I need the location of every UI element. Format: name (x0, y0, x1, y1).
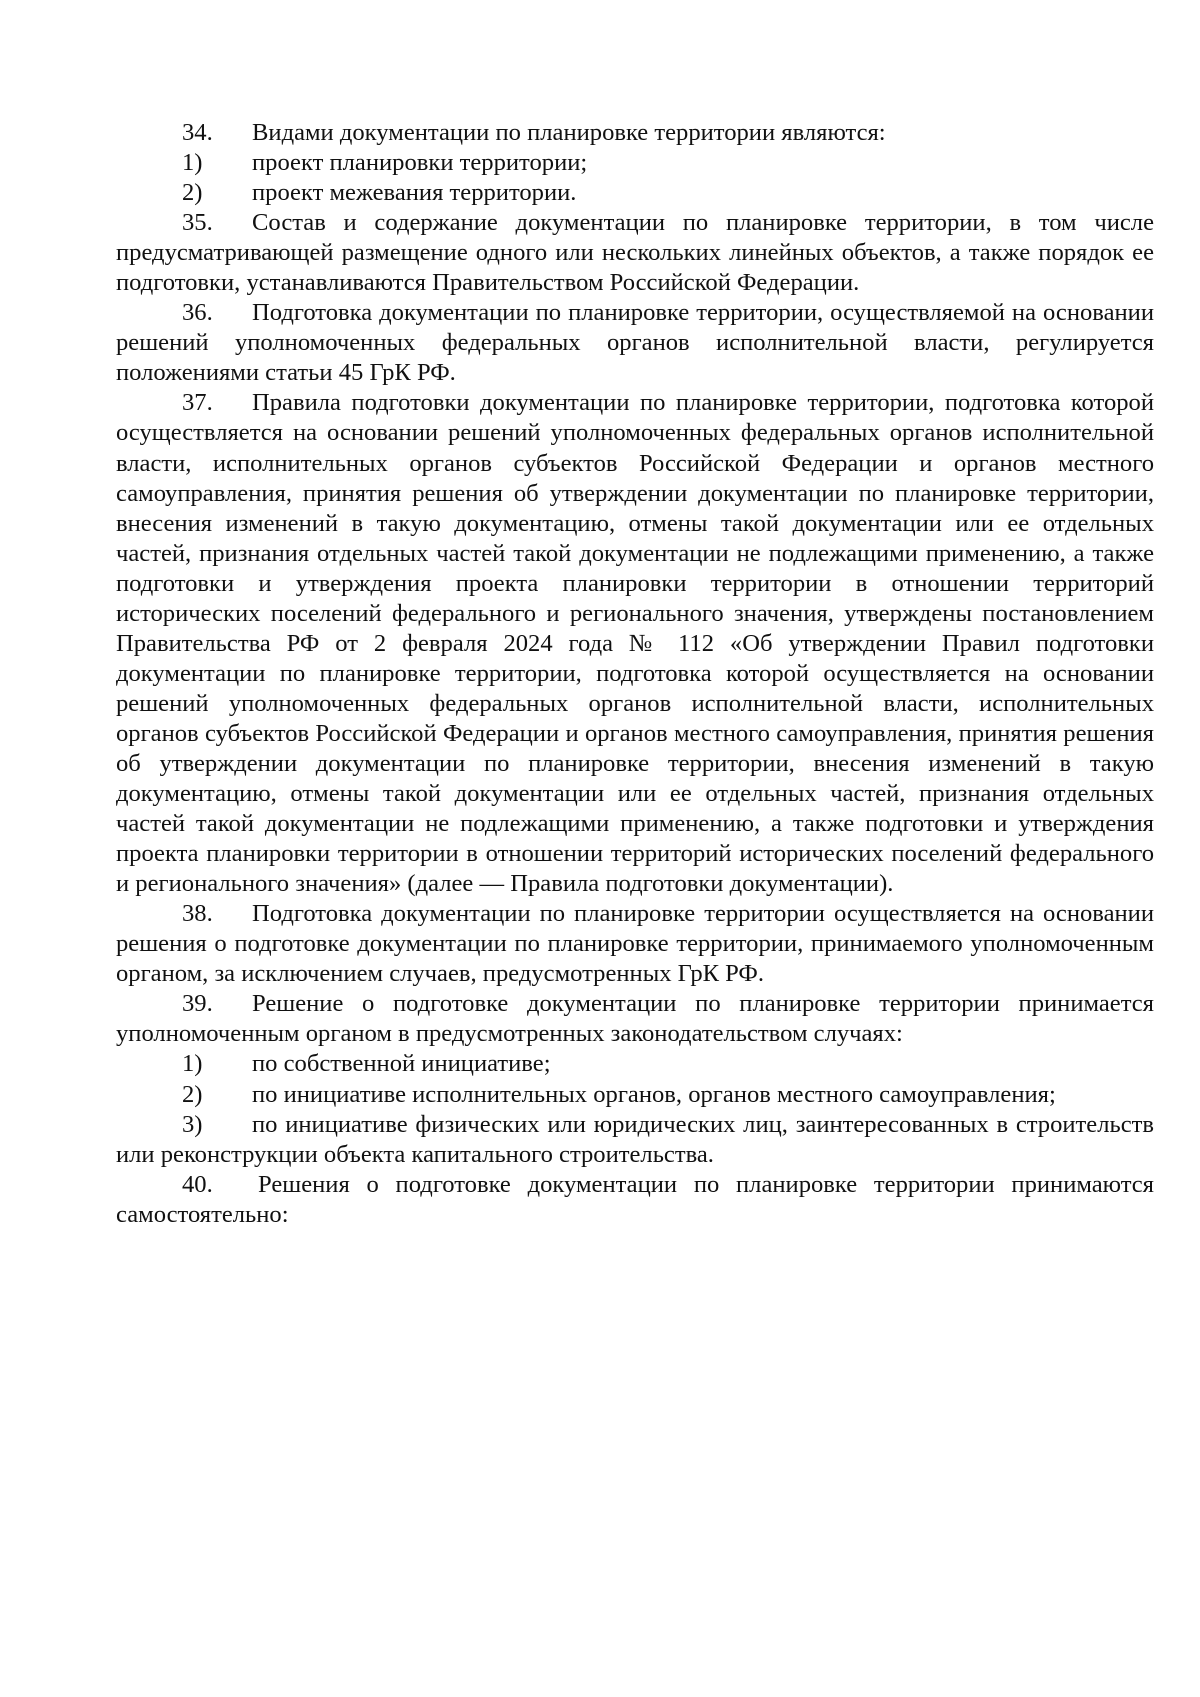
paragraph-number: 35. (182, 209, 213, 237)
paragraph-35 (116, 208, 1154, 298)
paragraph-text: Подготовка документации по планировке территории, осуществляемой на основании решений уполномоченных федеральных органов исполнительной власти, регулируется положениями статьи 45 ГрК РФ. (116, 299, 1154, 387)
paragraph-text: Решения о подготовке документации по планировке территории принимаются самостоятельно: (116, 1170, 1154, 1228)
list-item-3 (116, 1110, 1154, 1170)
paragraph-38 (116, 899, 1154, 989)
paragraph-37 (116, 388, 1154, 899)
paragraph-number: 37. (182, 389, 213, 417)
paragraph-number: 39. (182, 990, 213, 1018)
paragraph-39 (116, 989, 1154, 1049)
list-item-number: 1) (182, 149, 203, 177)
paragraph-text: Видами документации по планировке территории являются: (252, 119, 886, 146)
list-item-number: 1) (182, 1050, 203, 1078)
paragraph-34 (116, 118, 1154, 148)
list-item-text: проект планировки территории; (252, 149, 588, 177)
list-item-1 (116, 1049, 1154, 1079)
paragraph-40 (116, 1170, 1154, 1230)
list-item-text: по инициативе физических или юридических лиц, заинтересованных в строительств или реконструкции объекта капитального строительства. (116, 1110, 1154, 1168)
document-body (116, 118, 1154, 1230)
list-item-number: 3) (182, 1110, 203, 1138)
paragraph-36 (116, 298, 1154, 388)
list-item-number: 2) (182, 179, 203, 207)
paragraph-text: Правила подготовки документации по планировке территории, подготовка которой осуществляется на основании решений уполномоченных федеральных органов исполнительной власти, исполнительных органов субъектов Российской Федерации и органов местного самоуправления, принятия решения об утверждении документации по планировке территории, внесения изменений в такую документацию, отмены такой документации или ее отдельных частей, признания отдельных частей такой документации не подлежащими применению, а также подготовки и утверждения проекта планировки территории в отношении территорий исторических поселений федерального и регионального значения, утверждены постановлением Правительства РФ от 2 февраля 2024 года № 112 «Об утверждении Правил подготовки документации по планировке территории, подготовка которой осуществляется на основании решений уполномоченных федеральных органов исполнительной власти, исполнительных органов субъектов Российской Федерации и органов местного самоуправления, принятия решения об утверждении документации по планировке территории, внесения изменений в такую документацию, отмены такой документации или ее отдельных частей, признания отдельных частей такой документации не подлежащими применению, а также подготовки и утверждения проекта планировки территории в отношении территорий исторических поселений федерального и регионального значения» (далее — Правила подготовки документации). (116, 389, 1154, 898)
list-item-text: по собственной инициативе; (252, 1050, 551, 1078)
list-item-2 (116, 178, 1154, 208)
paragraph-number: 40. (182, 1170, 213, 1198)
paragraph-number: 34. (182, 119, 213, 146)
list-item-text: по инициативе исполнительных органов, органов местного самоуправления; (252, 1080, 1056, 1108)
list-item-2 (116, 1080, 1154, 1110)
paragraph-text: Состав и содержание документации по планировке территории, в том числе предусматривающей размещение одного или нескольких линейных объектов, а также порядок ее подготовки, устанавливаются Правительством Российской Федерации. (116, 209, 1154, 297)
paragraph-text: Решение о подготовке документации по планировке территории принимается уполномоченным органом в предусмотренных законодательством случаях: (116, 990, 1154, 1048)
list-item-number: 2) (182, 1080, 203, 1108)
paragraph-text: Подготовка документации по планировке территории осуществляется на основании решения о подготовке документации по планировке территории, принимаемого уполномоченным органом, за исключением случаев, предусмотренных ГрК РФ. (116, 900, 1154, 988)
paragraph-number: 38. (182, 900, 213, 928)
list-item-1 (116, 148, 1154, 178)
paragraph-number: 36. (182, 299, 213, 327)
list-item-text: проект межевания территории. (252, 179, 577, 207)
